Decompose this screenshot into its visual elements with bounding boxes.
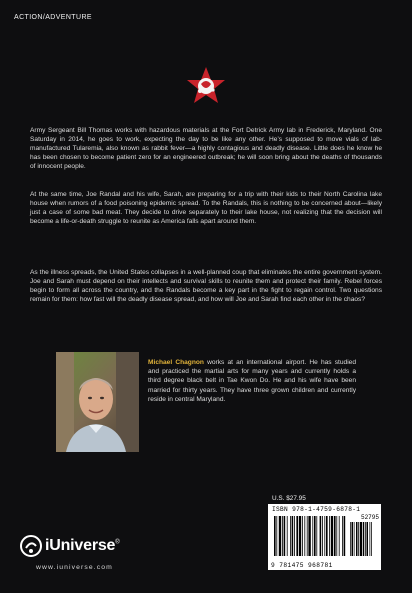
blurb-paragraph-2: At the same time, Joe Randal and his wife, Sarah, are preparing for a trip with their kids to their North Carolina lake house when rumors of a food poisoning epidemic spread. To the Randals, this is nothing to be concerned about—likely just a case of some bad meat. They decide to drive separately to their lake house, not realizing that the decision will become a life-or-death struggle to reunite as America falls apart around them. xyxy=(30,191,382,225)
isbn-barcode xyxy=(268,504,381,570)
genre-label: ACTION/ADVENTURE xyxy=(14,14,92,21)
star-emblem-icon xyxy=(185,65,227,107)
iuniverse-swirl-icon xyxy=(20,535,42,557)
price-label: U.S. $27.95 xyxy=(272,495,306,502)
blurb-paragraph-1: Army Sergeant Bill Thomas works with hazardous materials at the Fort Detrick Army lab in Frederick, Maryland. One Saturday in 2014, he goes to work, expecting the day to be like any other. He’s supposed to move vials of lab-manufactured Tularemia, also known as rabbit fever—a highly contagious and deadly disease. Little does he know he has been chosen to become patient zero for an engineered outbreak; he will soon bring about the deaths of thousands of innocent people. xyxy=(30,127,382,170)
publisher-name: iUniverse xyxy=(45,537,116,554)
publisher-url[interactable]: www.iuniverse.com xyxy=(36,564,113,571)
author-name: Michael Chagnon xyxy=(148,359,204,366)
isbn-text: ISBN 978-1-4759-6878-1 xyxy=(272,506,361,513)
barcode-bars-icon xyxy=(274,516,376,560)
blurb-paragraph-3: As the illness spreads, the United States collapses in a well-planned coup that eliminates the entire government system. Joe and Sarah must depend on their intellects and survival skills to reunite them and protect their family. Rebel forces begin to form all across the country, and the Randals become a key part in the fight to regain control. Two questions remain for them: how fast will the deadly disease spread, and how will Joe and Sarah find each other in the chaos? xyxy=(30,269,382,303)
barcode-ean-number: 9 781475 968781 xyxy=(271,562,333,569)
publisher-logo xyxy=(20,534,119,558)
author-bio xyxy=(148,358,356,404)
author-photo xyxy=(56,352,139,452)
author-bio-text: works at an international airport. He has studied and practiced the martial arts for many years and currently holds a third degree black belt in Tae Kwon Do. He and his wife have been married for thirty years. They have three grown children and currently reside in central Maryland. xyxy=(148,359,356,403)
registered-mark: ® xyxy=(115,539,120,546)
barcode-addon-number: 52795 xyxy=(360,514,379,521)
